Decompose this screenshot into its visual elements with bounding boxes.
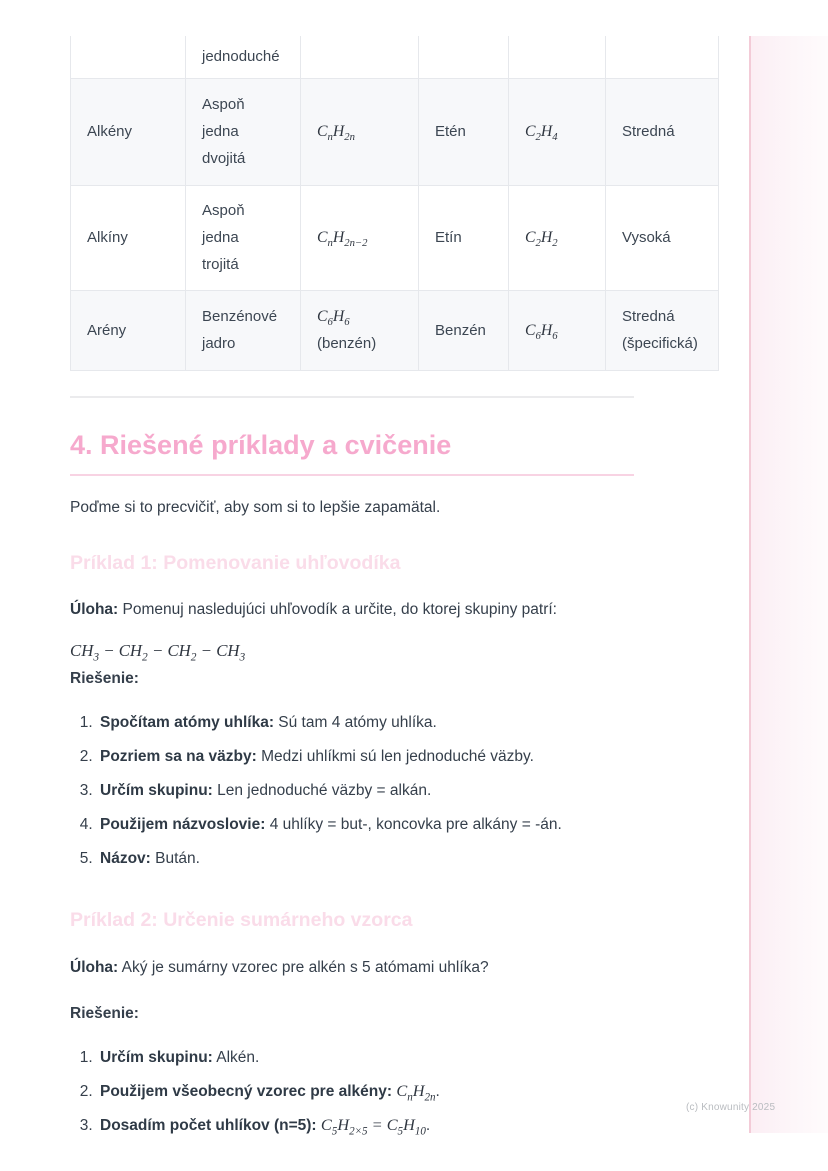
table-cell — [509, 78, 606, 185]
table-cell — [419, 78, 509, 185]
cell-line: Aspoň — [202, 202, 245, 219]
table-cell — [301, 290, 419, 370]
table-cell — [606, 290, 719, 370]
cell-line — [525, 118, 589, 145]
cell-line: (benzén) — [317, 335, 377, 352]
section-heading: 4. Riešené príklady a cvičenie — [70, 429, 634, 476]
table-cell — [509, 185, 606, 290]
table-cell — [606, 36, 719, 78]
solution-step: 4. Použijem názvoslovie: 4 uhlíky = but-, koncovka pre alkány = -án. — [97, 815, 637, 834]
table-cell — [71, 78, 186, 185]
table-cell — [186, 290, 301, 370]
copyright-notice: (c) Knowunity 2025 — [686, 1102, 776, 1113]
cell-line: jedna — [202, 123, 239, 140]
example2-solution-label: Riešenie: — [70, 1004, 139, 1022]
table-cell — [606, 78, 719, 185]
chem-formula: $C_5H_{2\times 5} = C_5H_{10}$ — [320, 1115, 426, 1137]
table-cell — [301, 36, 419, 78]
cell-line: Arény — [87, 321, 127, 339]
table-cell — [301, 78, 419, 185]
example1-task — [70, 599, 634, 620]
table-row — [71, 78, 719, 185]
example1-steps-list — [70, 713, 637, 868]
task-label: Úloha: — [70, 958, 119, 976]
step-label: Dosadím počet uhlíkov (n=5): — [100, 1116, 317, 1134]
section-intro: Poďme si to precvičiť, aby som si to lepšie zapamätal. — [70, 498, 441, 516]
task-label: Úloha: — [70, 601, 119, 619]
solution-step: 1. Spočítam atómy uhlíka: Sú tam 4 atómy uhlíka. — [97, 713, 637, 732]
step-label: Pozriem sa na väzby: — [100, 748, 257, 766]
chem-formula: $C_nH_{2n}$ — [396, 1081, 436, 1103]
cell-line: (špecifická) — [622, 335, 698, 352]
page-edge-line — [749, 36, 751, 1133]
page-edge-tint — [751, 36, 828, 1133]
solution-step: 2. Použijem všeobecný vzorec pre alkény: $C_nH_{2n}$. — [97, 1082, 637, 1101]
table-row — [71, 290, 719, 370]
example2-task — [70, 957, 634, 978]
chem-formula: $C_2H_4$ — [525, 123, 558, 144]
cell-line: Benzénové — [202, 308, 278, 325]
cell-line: Alkény — [87, 123, 133, 140]
cell-line: Vysoká — [622, 229, 671, 246]
table-cell — [419, 290, 509, 370]
chem-formula: $C_nH_{2n}$ — [317, 123, 355, 144]
chem-formula: $C_2H_2$ — [525, 229, 558, 250]
table-cell — [186, 78, 301, 185]
cell-line — [525, 317, 589, 344]
solution-step: 2. Pozriem sa na väzby: Medzi uhlíkmi sú len jednoduché väzby. — [97, 747, 637, 766]
chem-formula: $C_6H_6$ — [525, 321, 558, 342]
example1-heading: Príklad 1: Pomenovanie uhľovodíka — [70, 551, 401, 574]
cell-line: Alkíny — [87, 229, 128, 246]
chem-formula: $C_nH_{2n-2}$ — [317, 229, 368, 250]
table-cell — [186, 185, 301, 290]
section-divider — [70, 396, 634, 398]
table-cell — [71, 36, 186, 78]
cell-line: dvojitá — [202, 150, 246, 167]
table-row — [71, 36, 719, 78]
table-row — [71, 185, 719, 290]
solution-step: 1. Určím skupinu: Alkén. — [97, 1048, 637, 1067]
example2-steps-list — [70, 1048, 637, 1135]
hydrocarbon-groups-table — [70, 36, 719, 371]
table-cell — [71, 290, 186, 370]
cell-line: trojitá — [202, 256, 239, 273]
step-label: Spočítam atómy uhlíka: — [100, 714, 274, 732]
example2-heading: Príklad 2: Určenie sumárneho vzorca — [70, 909, 413, 932]
cell-line: jadro — [202, 335, 236, 352]
chem-formula: $C_6H_6$ — [317, 308, 350, 329]
cell-line: Etín — [435, 229, 462, 246]
cell-line: Stredná — [622, 123, 675, 140]
cell-line: Benzén — [435, 321, 486, 339]
table-cell — [186, 36, 301, 78]
step-label: Určím skupinu: — [100, 782, 213, 800]
cell-line: jedna — [202, 229, 239, 246]
example1-solution-label: Riešenie: — [70, 670, 139, 688]
cell-line: Stredná — [622, 308, 675, 325]
table-cell — [419, 185, 509, 290]
cell-line: jednoduché — [202, 48, 280, 66]
document-page — [70, 36, 718, 1150]
table-cell — [509, 36, 606, 78]
table-cell — [419, 36, 509, 78]
table-cell — [301, 185, 419, 290]
table-cell — [606, 185, 719, 290]
task-text: Pomenuj nasledujúci uhľovodík a určite, do ktorej skupiny patrí: — [122, 601, 557, 619]
solution-step: 3. Dosadím počet uhlíkov (n=5): $C_5H_{2\times 5} = C_5H_{10}$. — [97, 1116, 637, 1135]
example1-structural-formula — [70, 641, 718, 664]
table-cell — [71, 185, 186, 290]
chem-formula: $CH_3 - CH_2 - CH_2 - CH_3$ — [70, 641, 246, 664]
solution-step: 3. Určím skupinu: Len jednoduché väzby = alkán. — [97, 781, 637, 800]
cell-line — [525, 224, 589, 251]
solution-step: 5. Názov: Bután. — [97, 849, 637, 868]
cell-line: Aspoň — [202, 96, 245, 113]
cell-line — [317, 118, 402, 145]
step-label: Názov: — [100, 850, 151, 868]
table-body — [71, 36, 719, 370]
step-label: Použijem všeobecný vzorec pre alkény: — [100, 1082, 393, 1100]
cell-line: Etén — [435, 123, 466, 140]
table-cell — [509, 290, 606, 370]
task-text: Aký je sumárny vzorec pre alkén s 5 atómami uhlíka? — [121, 958, 489, 976]
cell-line — [317, 224, 402, 251]
cell-line — [317, 303, 402, 330]
step-label: Použijem názvoslovie: — [100, 816, 266, 834]
step-label: Určím skupinu: — [100, 1048, 213, 1066]
